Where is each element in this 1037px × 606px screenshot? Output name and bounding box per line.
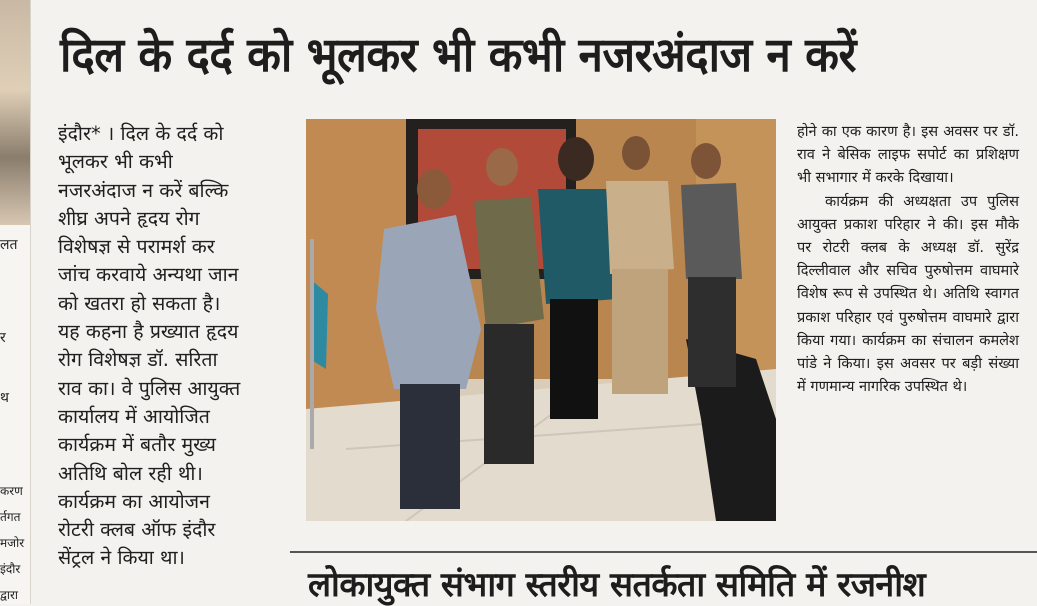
left-fragment: र्तगत: [0, 510, 21, 524]
text-line: राव का। वे पुलिस आयुक्त: [58, 376, 241, 400]
text-line: को खतरा हो सकता है।: [58, 291, 221, 315]
group-photo-illustration: [306, 119, 776, 521]
text-line: शीघ्र अपने हृदय रोग: [58, 206, 200, 230]
text-line: रोटरी क्लब ऑफ इंदौर: [58, 518, 216, 542]
text-line: इंदौर* । दिल के दर्द को: [58, 122, 224, 145]
text-line: भूलकर भी कभी: [58, 150, 173, 174]
paragraph: होने का एक कारण है। इस अवसर पर डॉ. राव ने बेसिक लाइफ सपोर्ट का प्रशिक्षण भी सभागार में करके दिखाया।: [797, 123, 1019, 187]
text-line: रोग विशेषज्ञ डॉ. सरिता: [58, 348, 218, 372]
text-line: जांच करवाये अन्यथा जान: [58, 263, 239, 287]
left-fragment: करण: [0, 484, 23, 498]
text-line: कार्यक्रम में बतौर मुख्य: [58, 433, 216, 457]
text-line: सेंट्रल ने किया था।: [58, 546, 185, 570]
left-fragment: द्वारा: [0, 588, 19, 602]
paragraph: कार्यक्रम की अध्यक्षता उप पुलिस आयुक्त प्रकाश परिहार ने की। इस मौके पर रोटरी क्लब के अध्यक्ष डॉ. सुरेंद्र दिल्लीवाल और सचिव पुरुषोत्तम वाघमारे विशेष रूप से उपस्थित थे। अतिथि स्वागत प्रकाश परिहार एवं पुरुषोत्तम वाघमारे द्वारा किया गया। कार्यक्रम का संचालन कमलेश पांडे ने किया। इस अवसर पर बड़ी संख्या में गणमान्य नागरिक उपस्थित थे।: [797, 192, 1019, 396]
left-fragment: मजोर: [0, 536, 25, 550]
text-line: विशेषज्ञ से परामर्श कर: [58, 235, 215, 259]
section-divider: [290, 551, 1037, 553]
text-line: अतिथि बोल रही थी।: [58, 461, 203, 485]
text-line: नजरअंदाज न करें बल्कि: [58, 178, 229, 202]
article-column-3: [797, 120, 1019, 398]
article-column-1: [58, 120, 276, 573]
article-headline: दिल के दर्द को भूलकर भी कभी नजरअंदाज न करें: [60, 27, 856, 83]
text-line: कार्यक्रम का आयोजन: [58, 489, 210, 513]
left-fragment: थ: [0, 390, 9, 406]
news-photo: [306, 119, 776, 521]
text-line: यह कहना है प्रख्यात हृदय: [58, 320, 239, 344]
left-fragment: लत: [0, 237, 18, 253]
next-article-headline: लोकायुक्त संभाग स्तरीय सतर्कता समिति में रजनीश: [308, 565, 926, 605]
left-fragment: र: [0, 330, 6, 346]
adjacent-photo: [0, 0, 30, 225]
text-line: कार्यालय में आयोजित: [58, 404, 210, 428]
left-fragment: इंदौर: [0, 562, 21, 576]
